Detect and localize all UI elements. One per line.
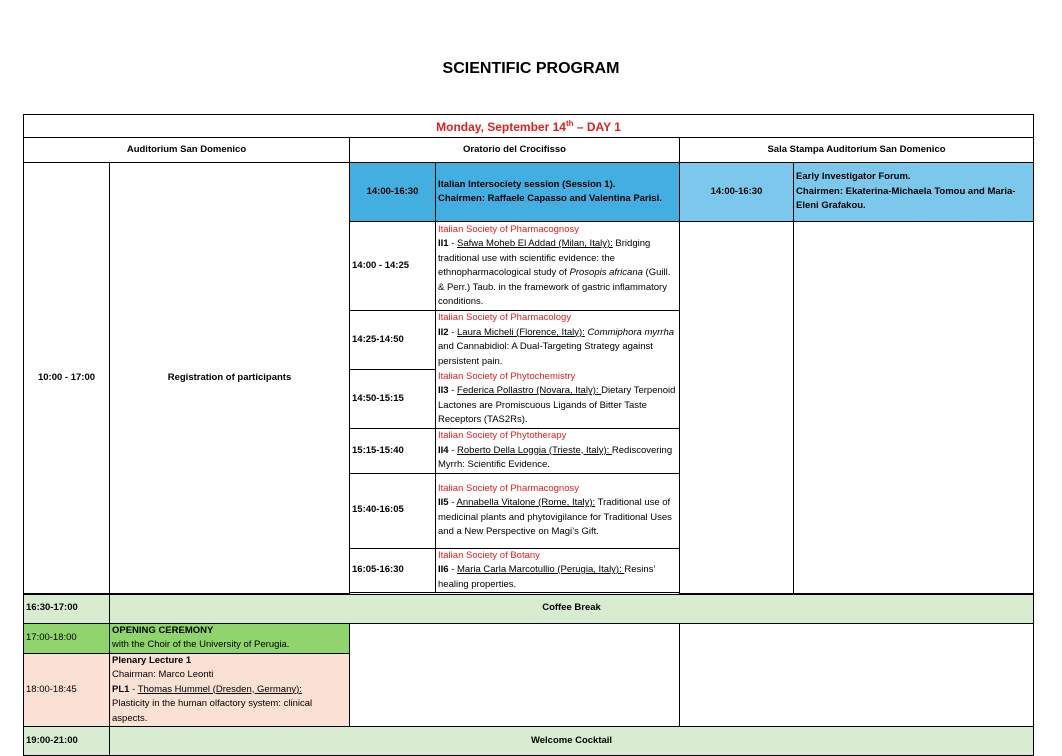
talk-time: 14:00 - 14:25 <box>350 222 436 311</box>
venue-oratorio: Oratorio del Crocifisso <box>350 138 680 163</box>
talk-time: 15:15-15:40 <box>350 429 436 474</box>
plenary-time: 18:00-18:45 <box>24 653 110 727</box>
coffee-time: 16:30-17:00 <box>24 594 110 623</box>
session1-title: Italian Intersociety session (Session 1). Chairmen: Raffaele Capasso and Valentina Parisi. <box>436 163 680 222</box>
opening-time: 17:00-18:00 <box>24 623 110 653</box>
talk-cell: Italian Society of Phytotherapy II4 - Roberto Della Loggia (Trieste, Italy): Rediscovering Myrrh: Scientific Evidence. <box>436 429 680 474</box>
forum-empty-time <box>680 222 794 594</box>
session1-time: 14:00-16:30 <box>350 163 436 222</box>
talk-time: 14:50-15:15 <box>350 370 436 429</box>
forum-empty-content <box>794 222 1034 594</box>
talk-time: 14:25-14:50 <box>350 311 436 370</box>
forum-title: Early Investigator Forum. Chairmen: Ekaterina-Michaela Tomou and Maria-Eleni Grafakou. <box>794 163 1034 222</box>
oratorio-evening-empty <box>350 623 680 727</box>
day-header: Monday, September 14th – DAY 1 <box>24 115 1034 138</box>
talk-cell: Italian Society of Pharmacognosy II1 - Safwa Moheb El Addad (Milan, Italy): Bridging traditional use with scientific evidence: the ethnopharmacological study of Prosopis africana (Guill. & Perr.) Taub. in the framework of gastric inflammatory conditions. <box>436 222 680 311</box>
talk-cell: Italian Society of Pharmacology II2 - Laura Micheli (Florence, Italy): Commiphora myrrha and Cannabidiol: A Dual-Targeting Strategy against persistent pain. <box>436 311 680 370</box>
coffee-label: Coffee Break <box>110 594 1034 623</box>
program-table <box>23 114 1034 756</box>
talk-time: 16:05-16:30 <box>350 548 436 593</box>
venue-auditorium: Auditorium San Domenico <box>24 138 350 163</box>
forum-time: 14:00-16:30 <box>680 163 794 222</box>
talk-time: 15:40-16:05 <box>350 473 436 548</box>
cocktail-label: Welcome Cocktail <box>110 727 1034 756</box>
opening-title: OPENING CEREMONY with the Choir of the University of Perugia. <box>110 623 350 653</box>
talk-cell: Italian Society of Pharmacognosy II5 - Annabella Vitalone (Rome, Italy): Traditional use of medicinal plants and phytovigilance for Traditional Uses and a New Perspective on Magi’s Gift. <box>436 473 680 548</box>
page-title: SCIENTIFIC PROGRAM <box>442 60 620 77</box>
sala-evening-empty <box>680 623 1034 727</box>
talk-cell: Italian Society of Botany II6 - Maria Carla Marcotullio (Perugia, Italy): Resins’ healing properties. <box>436 548 680 593</box>
venue-sala-stampa: Sala Stampa Auditorium San Domenico <box>680 138 1034 163</box>
plenary-cell: Plenary Lecture 1 Chairman: Marco Leonti PL1 - Thomas Hummel (Dresden, Germany): Plasticity in the human olfactory system: clinical aspects. <box>110 653 350 727</box>
talk-cell: Italian Society of Phytochemistry II3 - Federica Pollastro (Novara, Italy): Dietary Terpenoid Lactones are Promiscuous Ligands of Bitter Taste Receptors (TAS2Rs). <box>436 370 680 429</box>
registration-time: 10:00 - 17:00 <box>24 163 110 594</box>
registration-label: Registration of participants <box>110 163 350 594</box>
cocktail-time: 19:00-21:00 <box>24 727 110 756</box>
